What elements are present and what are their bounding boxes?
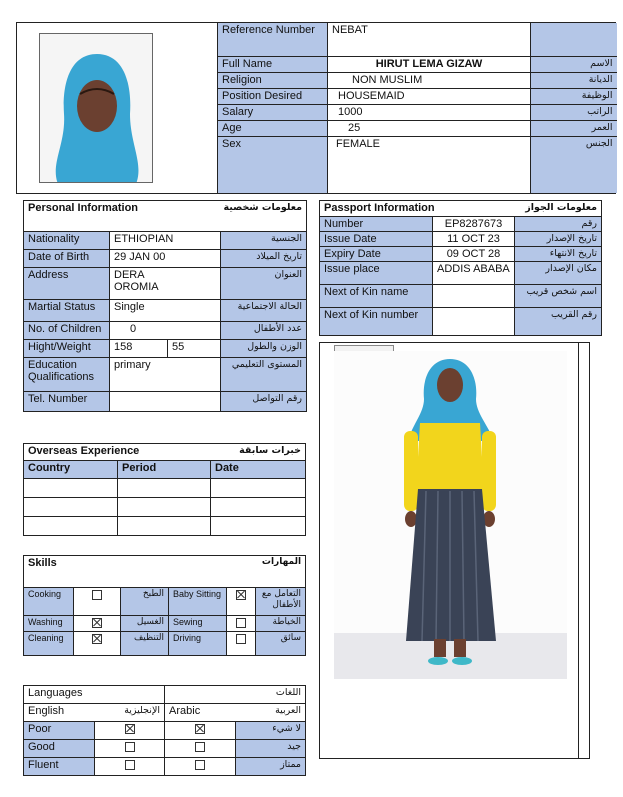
passport-number-value: EP8287673 [433, 217, 515, 232]
position-ar: الوظيفة [531, 88, 617, 104]
lang-poor-english-checkbox[interactable] [95, 722, 165, 740]
checkbox-checked-icon [195, 724, 205, 734]
overseas-cell [211, 498, 306, 517]
tel-value [110, 392, 221, 412]
arabic-ar: العربية [236, 704, 306, 722]
age-value: 25 [328, 120, 531, 136]
checkbox-icon [125, 742, 135, 752]
children-value: 0 [110, 322, 221, 340]
lang-good-label: Good [24, 740, 95, 758]
overseas-cell [24, 517, 118, 536]
overseas-col-period: Period [118, 461, 211, 479]
skill-babysitting-ar: التعامل مع الأطفال [256, 588, 306, 616]
kin-name-ar: اسم شخص قريب [515, 285, 602, 308]
address-label: Address [24, 268, 110, 300]
arabic-label: Arabic [165, 704, 236, 722]
overseas-cell [24, 479, 118, 498]
kin-name-value [433, 285, 515, 308]
religion-ar: الديانة [531, 72, 617, 88]
kin-name-label: Next of Kin name [320, 285, 433, 308]
skill-cooking-label: Cooking [24, 588, 74, 616]
languages-table [23, 685, 306, 776]
weight-value: 55 [168, 340, 221, 358]
overseas-title-ar: خبرات سابقة [211, 444, 306, 461]
skill-cooking-ar: الطبخ [121, 588, 169, 616]
portrait-photo [39, 33, 153, 183]
skill-sewing-ar: الخياطة [256, 616, 306, 632]
salary-label: Salary [218, 104, 328, 120]
personal-title-ar: معلومات شخصية [168, 201, 307, 232]
overseas-cell [24, 498, 118, 517]
nationality-ar: الجنسية [221, 232, 307, 250]
dob-ar: تاريخ الميلاد [221, 250, 307, 268]
skill-driving-checkbox[interactable] [227, 632, 256, 656]
lang-poor-ar: لا شيء [236, 722, 306, 740]
kin-number-label: Next of Kin number [320, 308, 433, 336]
address-ar: العنوان [221, 268, 307, 300]
height-weight-label: Hight/Weight [24, 340, 110, 358]
checkbox-icon [236, 618, 246, 628]
sex-ar: الجنس [531, 136, 617, 193]
nationality-value: ETHIOPIAN [110, 232, 221, 250]
fullbody-photo-divider [578, 343, 579, 758]
position-value: HOUSEMAID [328, 88, 531, 104]
fullname-value: HIRUT LEMA GIZAW [328, 56, 531, 72]
personal-title: Personal Information [24, 201, 168, 232]
expiry-date-value: 09 OCT 28 [433, 247, 515, 262]
overseas-cell [118, 479, 211, 498]
sex-value: FEMALE [328, 136, 531, 193]
fullname-ar: الاسم [531, 56, 617, 72]
checkbox-icon [236, 634, 246, 644]
skill-cleaning-ar: التنظيف [121, 632, 169, 656]
tel-ar: رقم التواصل [221, 392, 307, 412]
overseas-cell [118, 517, 211, 536]
issue-date-value: 11 OCT 23 [433, 232, 515, 247]
checkbox-checked-icon [92, 634, 102, 644]
education-label-line2: Qualifications [28, 371, 95, 383]
education-label-line1: Education [28, 359, 77, 371]
nationality-label: Nationality [24, 232, 110, 250]
expiry-date-label: Expiry Date [320, 247, 433, 262]
personal-info-table [23, 200, 307, 412]
religion-value: NON MUSLIM [328, 72, 531, 88]
passport-number-label: Number [320, 217, 433, 232]
position-label: Position Desired [218, 88, 328, 104]
lang-poor-label: Poor [24, 722, 95, 740]
kin-number-ar: رقم القريب [515, 308, 602, 336]
fullbody-image [334, 351, 567, 679]
skill-washing-label: Washing [24, 616, 74, 632]
skills-title-ar: المهارات [169, 556, 306, 588]
passport-info-table [319, 200, 602, 336]
checkbox-checked-icon [236, 590, 246, 600]
passport-number-ar: رقم [515, 217, 602, 232]
skill-sewing-label: Sewing [169, 616, 227, 632]
issue-place-label: Issue place [320, 262, 433, 285]
overseas-table [23, 443, 306, 536]
marital-value: Single [110, 300, 221, 322]
overseas-cell [211, 479, 306, 498]
lang-fluent-ar: ممتاز [236, 758, 306, 776]
skill-driving-ar: سائق [256, 632, 306, 656]
salary-ar: الراتب [531, 104, 617, 120]
fullbody-photo [334, 351, 567, 679]
reference-value: NEBAT [328, 23, 531, 56]
dob-label: Date of Birth [24, 250, 110, 268]
english-ar: الإنجليزية [95, 704, 165, 722]
age-label: Age [218, 120, 328, 136]
skills-table [23, 555, 306, 656]
lang-fluent-arabic-checkbox[interactable] [165, 758, 236, 776]
languages-title-ar: اللغات [165, 686, 306, 704]
overseas-title: Overseas Experience [24, 444, 211, 461]
reference-label: Reference Number [218, 23, 328, 56]
skill-cleaning-checkbox[interactable] [74, 632, 121, 656]
age-ar: العمر [531, 120, 617, 136]
height-weight-ar: الوزن والطول [221, 340, 307, 358]
checkbox-checked-icon [92, 618, 102, 628]
marital-label: Martial Status [24, 300, 110, 322]
overseas-cell [211, 517, 306, 536]
expiry-date-ar: تاريخ الانتهاء [515, 247, 602, 262]
fullname-label: Full Name [218, 56, 328, 72]
lang-fluent-english-checkbox[interactable] [95, 758, 165, 776]
skill-cooking-checkbox[interactable] [74, 588, 121, 616]
address-line-2: OROMIA [114, 281, 159, 293]
marital-ar: الحالة الاجتماعية [221, 300, 307, 322]
passport-title-ar: معلومات الجواز [515, 201, 602, 217]
languages-title: Languages [24, 686, 165, 704]
kin-number-value [433, 308, 515, 336]
skill-driving-label: Driving [169, 632, 227, 656]
address-value [110, 268, 221, 300]
checkbox-icon [92, 590, 102, 600]
address-line-1: DERA [114, 269, 145, 281]
lang-poor-arabic-checkbox[interactable] [165, 722, 236, 740]
checkbox-icon [195, 742, 205, 752]
overseas-col-country: Country [24, 461, 118, 479]
education-value: primary [110, 358, 221, 392]
header-section [16, 22, 616, 194]
issue-place-ar: مكان الإصدار [515, 262, 602, 285]
checkbox-icon [125, 760, 135, 770]
skill-babysitting-label: Baby Sitting [169, 588, 227, 616]
english-label: English [24, 704, 95, 722]
portrait-image [40, 34, 153, 183]
religion-label: Religion [218, 72, 328, 88]
overseas-col-date: Date [211, 461, 306, 479]
children-ar: عدد الأطفال [221, 322, 307, 340]
dob-value: 29 JAN 00 [110, 250, 221, 268]
lang-good-ar: جيد [236, 740, 306, 758]
skill-washing-ar: الغسيل [121, 616, 169, 632]
skills-title: Skills [24, 556, 169, 588]
skill-cleaning-label: Cleaning [24, 632, 74, 656]
skill-babysitting-checkbox[interactable] [227, 588, 256, 616]
reference-ar [531, 23, 617, 56]
tel-label: Tel. Number [24, 392, 110, 412]
overseas-cell [118, 498, 211, 517]
passport-title: Passport Information [320, 201, 515, 217]
lang-fluent-label: Fluent [24, 758, 95, 776]
lang-good-english-checkbox[interactable] [95, 740, 165, 758]
lang-good-arabic-checkbox[interactable] [165, 740, 236, 758]
salary-value: 1000 [328, 104, 531, 120]
education-label [24, 358, 110, 392]
header-table [217, 23, 617, 193]
height-value: 158 [110, 340, 168, 358]
fullbody-photo-frame [319, 342, 590, 759]
sex-label: Sex [218, 136, 328, 193]
checkbox-checked-icon [125, 724, 135, 734]
education-ar: المستوى التعليمي [221, 358, 307, 392]
issue-place-value: ADDIS ABABA [433, 262, 515, 285]
checkbox-icon [195, 760, 205, 770]
issue-date-ar: تاريخ الإصدار [515, 232, 602, 247]
skill-sewing-checkbox[interactable] [227, 616, 256, 632]
issue-date-label: Issue Date [320, 232, 433, 247]
children-label: No. of Children [24, 322, 110, 340]
skill-washing-checkbox[interactable] [74, 616, 121, 632]
